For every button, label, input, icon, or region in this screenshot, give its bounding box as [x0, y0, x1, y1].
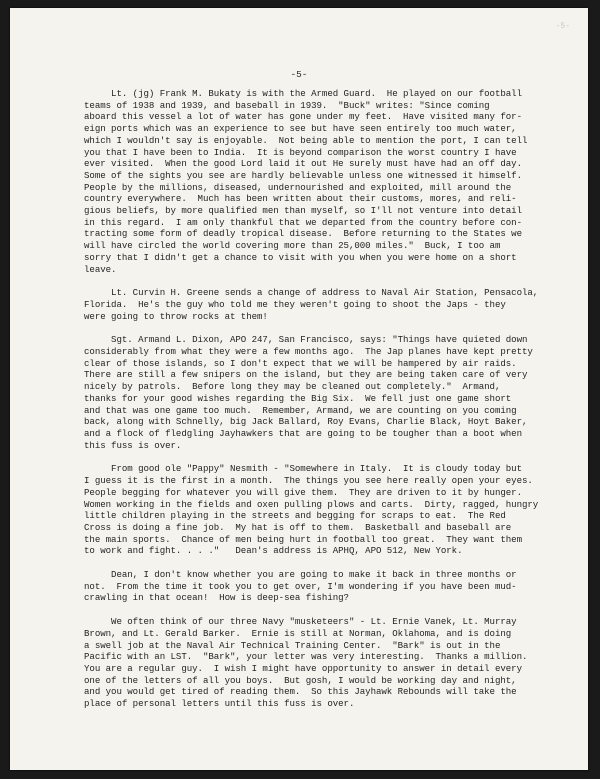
text-line: You are a regular guy. I wish I might have opportunity to answer in detail every — [84, 662, 522, 674]
text-line: People by the millions, diseased, undernourished and exploited, mill around the — [84, 181, 512, 193]
text-line: and that was one game too much. Remember, Armand, we are counting on you coming — [84, 404, 517, 416]
text-line: in this regard. I am only thankful that we departed from the country before con- — [84, 216, 522, 228]
text-line: you that I have been to India. It is beyond comparison the worst country I have — [84, 146, 517, 158]
letter-body — [84, 88, 554, 722]
text-line: and you would get tired of reading them. So this Jayhawk Rebounds will take the — [84, 686, 517, 698]
text-line: country everywhere. Much has been written about their customs, mores, and reli- — [84, 193, 517, 205]
text-line: clear of those islands, so I don't expect that we will be hampered by air raids. — [84, 357, 517, 369]
text-line: back, along with Schnelly, big Jack Ballard, Roy Evans, Charlie Black, Hoyt Baker, — [84, 416, 528, 428]
text-line: to work and fight. . . ." Dean's address is APHQ, APO 512, New York. — [84, 545, 463, 557]
text-line: Pacific with an LST. "Bark", your letter was very interesting. Thanks a million. — [84, 651, 528, 663]
text-line: considerably from what they were a few months ago. The Jap planes have kept pretty — [84, 346, 533, 358]
paragraph — [84, 334, 554, 451]
text-line: will have circled the world covering more than 25,000 miles." Buck, I too am — [84, 240, 501, 252]
text-line: the main sports. Chance of men being hurt in football too great. They want them — [84, 533, 522, 545]
document-page — [10, 8, 588, 770]
paragraph — [84, 88, 554, 275]
text-line: People begging for whatever you will give them. They are driven to it by hunger. — [84, 486, 522, 498]
text-line: and a flock of fledgling Jayhawkers that are going to be tougher than a boot when — [84, 427, 522, 439]
text-line: crawling in that ocean! How is deep-sea fishing? — [84, 592, 349, 604]
text-line: one of the letters of all you boys. But gosh, I would be working day and night, — [84, 674, 517, 686]
text-line: nicely by patrols. Before long they may be cleaned out completely." Armand, — [84, 381, 501, 393]
text-line: Florida. He's the guy who told me they weren't going to shoot the Japs - they — [84, 298, 506, 310]
text-line: Lt. Curvin H. Greene sends a change of address to Naval Air Station, Pensacola, — [84, 287, 539, 299]
text-line: tracting some form of deadly tropical disease. Before returning to the States we — [84, 228, 522, 240]
text-line: aboard this vessel a lot of water has gone under my feet. Have visited many for- — [84, 111, 522, 123]
text-line: I guess it is the first in a month. The things you see here really open your eyes. — [84, 475, 533, 487]
text-line: From good ole "Pappy" Nesmith - "Somewhere in Italy. It is cloudy today but — [84, 463, 522, 475]
text-line: place of personal letters until this fuss is over. — [84, 698, 355, 710]
text-line: were going to throw rocks at them! — [84, 310, 268, 322]
text-line: a swell job at the Naval Air Technical Training Center. "Bark" is out in the — [84, 639, 501, 651]
text-line: not. From the time it took you to get over, I'm wondering if you have been mud- — [84, 580, 517, 592]
text-line: gious beliefs, by more qualified men than myself, so I'll not venture into detail — [84, 205, 522, 217]
text-line: Brown, and Lt. Gerald Barker. Ernie is still at Norman, Oklahoma, and is doing — [84, 627, 512, 639]
text-line: which I wouldn't say is enjoyable. Not being able to mention the port, I can tell — [84, 134, 528, 146]
text-line: little children playing in the streets and begging for scraps to eat. The Red — [84, 510, 506, 522]
text-line: this fuss is over. — [84, 439, 182, 451]
paragraph — [84, 463, 554, 557]
text-line: teams of 1938 and 1939, and baseball in 1939. "Buck" writes: "Since coming — [84, 99, 490, 111]
text-line: ever visited. When the good Lord laid it out He surely must have had an off day. — [84, 158, 522, 170]
paragraph — [84, 287, 554, 322]
paragraph — [84, 616, 554, 710]
text-line: We often think of our three Navy "musketeers" - Lt. Ernie Vanek, Lt. Murray — [84, 616, 517, 628]
text-line: eign ports which was an experience to see but have seen entirely too much water, — [84, 123, 517, 135]
text-line: Women working in the fields and oxen pulling plows and carts. Dirty, ragged, hungry — [84, 498, 539, 510]
text-line: There are still a few snipers on the island, but they are being taken care of very — [84, 369, 528, 381]
paragraph — [84, 569, 554, 604]
text-line: Dean, I don't know whether you are going to make it back in three months or — [84, 569, 517, 581]
page-number: -5- — [290, 69, 308, 80]
bleed-through-page-number: -5- — [555, 22, 570, 31]
text-line: Some of the sights you see are hardly believable unless one witnessed it himself. — [84, 169, 522, 181]
text-line: Cross is doing a fine job. My hat is off to them. Basketball and baseball are — [84, 521, 512, 533]
text-line: leave. — [84, 263, 117, 275]
text-line: Lt. (jg) Frank M. Bukaty is with the Armed Guard. He played on our football — [84, 88, 522, 99]
text-line: Sgt. Armand L. Dixon, APO 247, San Francisco, says: "Things have quieted down — [84, 334, 528, 346]
text-line: sorry that I didn't get a chance to visit with you when you were home on a short — [84, 251, 517, 263]
text-line: thanks for your good wishes regarding the Big Six. We fell just one game short — [84, 392, 512, 404]
